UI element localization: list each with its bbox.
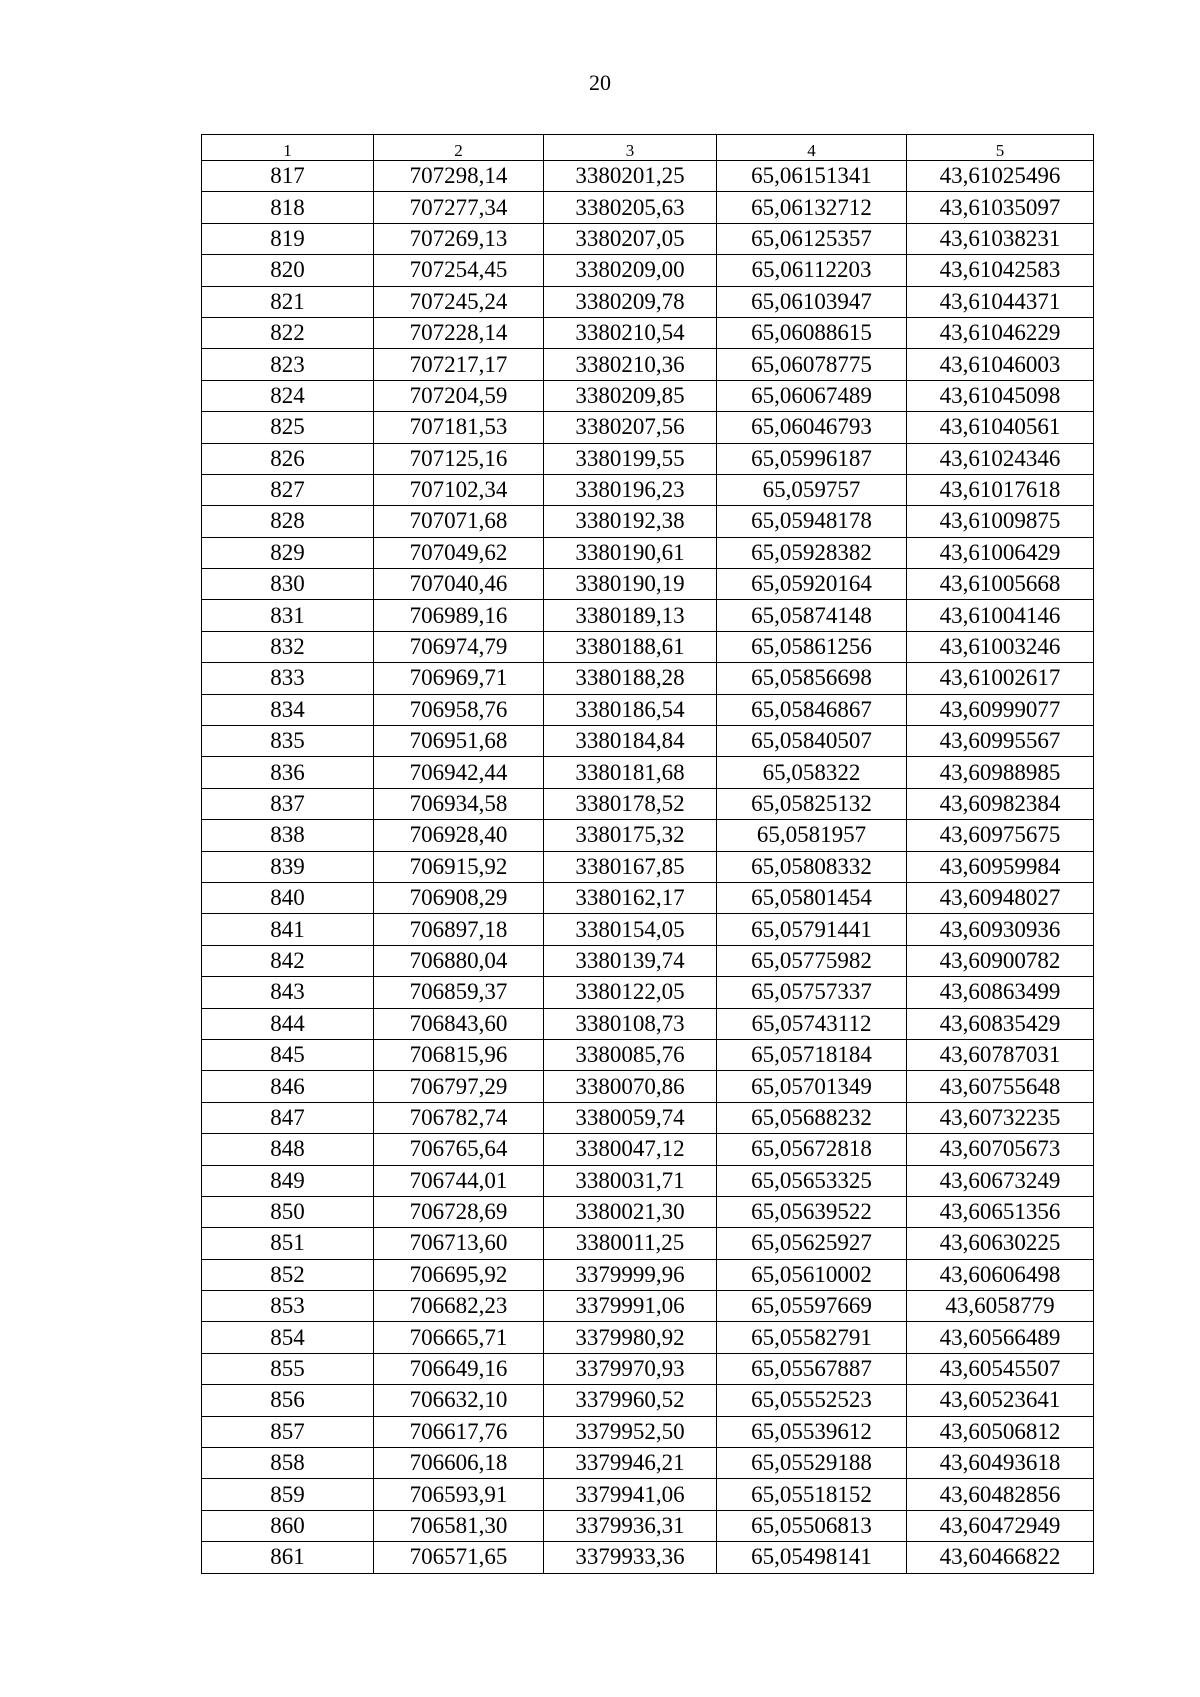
latitude-cell: 65,05639522 <box>717 1196 907 1227</box>
table-row <box>202 443 1094 474</box>
point-number-cell: 851 <box>202 1228 374 1259</box>
longitude-cell: 43,61040561 <box>907 412 1094 443</box>
table-row <box>202 977 1094 1008</box>
x-coordinate-cell: 706617,76 <box>374 1416 544 1447</box>
latitude-cell: 65,05840507 <box>717 726 907 757</box>
x-coordinate-cell: 707228,14 <box>374 317 544 348</box>
longitude-cell: 43,61035097 <box>907 192 1094 223</box>
latitude-cell: 65,05506813 <box>717 1510 907 1541</box>
point-number-cell: 856 <box>202 1385 374 1416</box>
longitude-cell: 43,60787031 <box>907 1039 1094 1070</box>
point-number-cell: 860 <box>202 1510 374 1541</box>
longitude-cell: 43,60900782 <box>907 945 1094 976</box>
x-coordinate-cell: 707254,45 <box>374 255 544 286</box>
y-coordinate-cell: 3379941,06 <box>544 1479 717 1510</box>
latitude-cell: 65,06067489 <box>717 380 907 411</box>
y-coordinate-cell: 3380175,32 <box>544 820 717 851</box>
longitude-cell: 43,60606498 <box>907 1259 1094 1290</box>
y-coordinate-cell: 3380189,13 <box>544 600 717 631</box>
y-coordinate-cell: 3379999,96 <box>544 1259 717 1290</box>
latitude-cell: 65,05582791 <box>717 1322 907 1353</box>
table-row <box>202 788 1094 819</box>
table-row <box>202 1322 1094 1353</box>
point-number-cell: 840 <box>202 882 374 913</box>
x-coordinate-cell: 707049,62 <box>374 537 544 568</box>
point-number-cell: 824 <box>202 380 374 411</box>
latitude-cell: 65,05625927 <box>717 1228 907 1259</box>
point-number-cell: 845 <box>202 1039 374 1070</box>
point-number-cell: 838 <box>202 820 374 851</box>
longitude-cell: 43,60472949 <box>907 1510 1094 1541</box>
longitude-cell: 43,61045098 <box>907 380 1094 411</box>
point-number-cell: 819 <box>202 223 374 254</box>
y-coordinate-cell: 3380196,23 <box>544 474 717 505</box>
y-coordinate-cell: 3380207,05 <box>544 223 717 254</box>
latitude-cell: 65,05743112 <box>717 1008 907 1039</box>
x-coordinate-cell: 706606,18 <box>374 1448 544 1479</box>
latitude-cell: 65,05856698 <box>717 663 907 694</box>
point-number-cell: 857 <box>202 1416 374 1447</box>
y-coordinate-cell: 3379952,50 <box>544 1416 717 1447</box>
table-row <box>202 412 1094 443</box>
latitude-cell: 65,05688232 <box>717 1102 907 1133</box>
y-coordinate-cell: 3380178,52 <box>544 788 717 819</box>
y-coordinate-cell: 3380122,05 <box>544 977 717 1008</box>
longitude-cell: 43,61038231 <box>907 223 1094 254</box>
x-coordinate-cell: 706969,71 <box>374 663 544 694</box>
x-coordinate-cell: 707102,34 <box>374 474 544 505</box>
page-number: 20 <box>589 70 611 95</box>
y-coordinate-cell: 3380209,78 <box>544 286 717 317</box>
longitude-cell: 43,60930936 <box>907 914 1094 945</box>
point-number-cell: 839 <box>202 851 374 882</box>
x-coordinate-cell: 706951,68 <box>374 726 544 757</box>
x-coordinate-cell: 706974,79 <box>374 631 544 662</box>
table-row <box>202 537 1094 568</box>
table-row <box>202 506 1094 537</box>
latitude-cell: 65,06112203 <box>717 255 907 286</box>
y-coordinate-cell: 3379970,93 <box>544 1353 717 1384</box>
latitude-cell: 65,05718184 <box>717 1039 907 1070</box>
point-number-cell: 828 <box>202 506 374 537</box>
table-row <box>202 631 1094 662</box>
x-coordinate-cell: 707040,46 <box>374 569 544 600</box>
latitude-cell: 65,05672818 <box>717 1134 907 1165</box>
table-row <box>202 1008 1094 1039</box>
longitude-cell: 43,60835429 <box>907 1008 1094 1039</box>
table-row <box>202 851 1094 882</box>
y-coordinate-cell: 3380201,25 <box>544 161 717 192</box>
y-coordinate-cell: 3380209,85 <box>544 380 717 411</box>
point-number-cell: 841 <box>202 914 374 945</box>
longitude-cell: 43,60630225 <box>907 1228 1094 1259</box>
point-number-cell: 842 <box>202 945 374 976</box>
latitude-cell: 65,06088615 <box>717 317 907 348</box>
longitude-cell: 43,60948027 <box>907 882 1094 913</box>
longitude-cell: 43,60651356 <box>907 1196 1094 1227</box>
x-coordinate-cell: 706934,58 <box>374 788 544 819</box>
longitude-cell: 43,6058779 <box>907 1291 1094 1322</box>
y-coordinate-cell: 3380059,74 <box>544 1102 717 1133</box>
longitude-cell: 43,61002617 <box>907 663 1094 694</box>
longitude-cell: 43,60999077 <box>907 694 1094 725</box>
x-coordinate-cell: 707245,24 <box>374 286 544 317</box>
point-number-cell: 834 <box>202 694 374 725</box>
table-row <box>202 1259 1094 1290</box>
x-coordinate-cell: 706695,92 <box>374 1259 544 1290</box>
point-number-cell: 832 <box>202 631 374 662</box>
latitude-cell: 65,05498141 <box>717 1542 907 1573</box>
x-coordinate-cell: 706682,23 <box>374 1291 544 1322</box>
point-number-cell: 836 <box>202 757 374 788</box>
longitude-cell: 43,61024346 <box>907 443 1094 474</box>
latitude-cell: 65,05825132 <box>717 788 907 819</box>
x-coordinate-cell: 706765,64 <box>374 1134 544 1165</box>
longitude-cell: 43,60863499 <box>907 977 1094 1008</box>
x-coordinate-cell: 706989,16 <box>374 600 544 631</box>
y-coordinate-cell: 3380205,63 <box>544 192 717 223</box>
y-coordinate-cell: 3380184,84 <box>544 726 717 757</box>
table-row <box>202 1071 1094 1102</box>
table-row <box>202 192 1094 223</box>
y-coordinate-cell: 3380108,73 <box>544 1008 717 1039</box>
latitude-cell: 65,05791441 <box>717 914 907 945</box>
longitude-cell: 43,60995567 <box>907 726 1094 757</box>
point-number-cell: 847 <box>202 1102 374 1133</box>
longitude-cell: 43,61046003 <box>907 349 1094 380</box>
x-coordinate-cell: 706593,91 <box>374 1479 544 1510</box>
point-number-cell: 859 <box>202 1479 374 1510</box>
table-row <box>202 569 1094 600</box>
point-number-cell: 858 <box>202 1448 374 1479</box>
latitude-cell: 65,05529188 <box>717 1448 907 1479</box>
x-coordinate-cell: 706728,69 <box>374 1196 544 1227</box>
x-coordinate-cell: 706571,65 <box>374 1542 544 1573</box>
point-number-cell: 849 <box>202 1165 374 1196</box>
longitude-cell: 43,61044371 <box>907 286 1094 317</box>
point-number-cell: 852 <box>202 1259 374 1290</box>
point-number-cell: 853 <box>202 1291 374 1322</box>
y-coordinate-cell: 3380031,71 <box>544 1165 717 1196</box>
longitude-cell: 43,61006429 <box>907 537 1094 568</box>
column-header-5: 5 <box>907 135 1094 161</box>
x-coordinate-cell: 706815,96 <box>374 1039 544 1070</box>
latitude-cell: 65,05610002 <box>717 1259 907 1290</box>
longitude-cell: 43,61009875 <box>907 506 1094 537</box>
table-row <box>202 1228 1094 1259</box>
table-row <box>202 474 1094 505</box>
table-row <box>202 945 1094 976</box>
x-coordinate-cell: 706744,01 <box>374 1165 544 1196</box>
table-row <box>202 349 1094 380</box>
latitude-cell: 65,0581957 <box>717 820 907 851</box>
table-row <box>202 1510 1094 1541</box>
latitude-cell: 65,06151341 <box>717 161 907 192</box>
y-coordinate-cell: 3380186,54 <box>544 694 717 725</box>
point-number-cell: 820 <box>202 255 374 286</box>
latitude-cell: 65,05757337 <box>717 977 907 1008</box>
latitude-cell: 65,05775982 <box>717 945 907 976</box>
point-number-cell: 830 <box>202 569 374 600</box>
y-coordinate-cell: 3379991,06 <box>544 1291 717 1322</box>
table-row <box>202 223 1094 254</box>
longitude-cell: 43,60975675 <box>907 820 1094 851</box>
latitude-cell: 65,05808332 <box>717 851 907 882</box>
y-coordinate-cell: 3379980,92 <box>544 1322 717 1353</box>
longitude-cell: 43,61042583 <box>907 255 1094 286</box>
x-coordinate-cell: 707217,17 <box>374 349 544 380</box>
latitude-cell: 65,06078775 <box>717 349 907 380</box>
y-coordinate-cell: 3379960,52 <box>544 1385 717 1416</box>
latitude-cell: 65,06046793 <box>717 412 907 443</box>
latitude-cell: 65,059757 <box>717 474 907 505</box>
longitude-cell: 43,60506812 <box>907 1416 1094 1447</box>
x-coordinate-cell: 706958,76 <box>374 694 544 725</box>
longitude-cell: 43,61025496 <box>907 161 1094 192</box>
header-row <box>202 135 1094 161</box>
latitude-cell: 65,058322 <box>717 757 907 788</box>
y-coordinate-cell: 3380047,12 <box>544 1134 717 1165</box>
y-coordinate-cell: 3380188,28 <box>544 663 717 694</box>
y-coordinate-cell: 3380188,61 <box>544 631 717 662</box>
x-coordinate-cell: 706713,60 <box>374 1228 544 1259</box>
point-number-cell: 835 <box>202 726 374 757</box>
table-row <box>202 1165 1094 1196</box>
y-coordinate-cell: 3379946,21 <box>544 1448 717 1479</box>
column-header-3: 3 <box>544 135 717 161</box>
point-number-cell: 843 <box>202 977 374 1008</box>
latitude-cell: 65,05996187 <box>717 443 907 474</box>
latitude-cell: 65,05874148 <box>717 600 907 631</box>
point-number-cell: 821 <box>202 286 374 317</box>
latitude-cell: 65,05928382 <box>717 537 907 568</box>
y-coordinate-cell: 3380190,61 <box>544 537 717 568</box>
table-row <box>202 1134 1094 1165</box>
latitude-cell: 65,06103947 <box>717 286 907 317</box>
y-coordinate-cell: 3380199,55 <box>544 443 717 474</box>
point-number-cell: 827 <box>202 474 374 505</box>
table-row <box>202 726 1094 757</box>
table-row <box>202 1479 1094 1510</box>
point-number-cell: 825 <box>202 412 374 443</box>
table-row <box>202 1542 1094 1573</box>
point-number-cell: 861 <box>202 1542 374 1573</box>
table-row <box>202 914 1094 945</box>
y-coordinate-cell: 3380154,05 <box>544 914 717 945</box>
longitude-cell: 43,60493618 <box>907 1448 1094 1479</box>
longitude-cell: 43,60705673 <box>907 1134 1094 1165</box>
latitude-cell: 65,05801454 <box>717 882 907 913</box>
table-row <box>202 663 1094 694</box>
column-header-2: 2 <box>374 135 544 161</box>
latitude-cell: 65,05539612 <box>717 1416 907 1447</box>
y-coordinate-cell: 3380011,25 <box>544 1228 717 1259</box>
y-coordinate-cell: 3380085,76 <box>544 1039 717 1070</box>
y-coordinate-cell: 3380070,86 <box>544 1071 717 1102</box>
x-coordinate-cell: 706897,18 <box>374 914 544 945</box>
table-body <box>202 161 1094 1574</box>
y-coordinate-cell: 3380207,56 <box>544 412 717 443</box>
point-number-cell: 831 <box>202 600 374 631</box>
latitude-cell: 65,05861256 <box>717 631 907 662</box>
column-header-1: 1 <box>202 135 374 161</box>
table-row <box>202 1196 1094 1227</box>
x-coordinate-cell: 707181,53 <box>374 412 544 443</box>
table-header <box>202 135 1094 161</box>
point-number-cell: 822 <box>202 317 374 348</box>
latitude-cell: 65,06132712 <box>717 192 907 223</box>
y-coordinate-cell: 3379933,36 <box>544 1542 717 1573</box>
x-coordinate-cell: 706581,30 <box>374 1510 544 1541</box>
table-row <box>202 1385 1094 1416</box>
table-row <box>202 255 1094 286</box>
y-coordinate-cell: 3380162,17 <box>544 882 717 913</box>
table-row <box>202 694 1094 725</box>
y-coordinate-cell: 3380167,85 <box>544 851 717 882</box>
longitude-cell: 43,60545507 <box>907 1353 1094 1384</box>
longitude-cell: 43,61017618 <box>907 474 1094 505</box>
point-number-cell: 829 <box>202 537 374 568</box>
x-coordinate-cell: 706843,60 <box>374 1008 544 1039</box>
x-coordinate-cell: 707269,13 <box>374 223 544 254</box>
x-coordinate-cell: 707277,34 <box>374 192 544 223</box>
y-coordinate-cell: 3380210,54 <box>544 317 717 348</box>
coordinates-table <box>201 134 1094 1574</box>
longitude-cell: 43,60523641 <box>907 1385 1094 1416</box>
point-number-cell: 817 <box>202 161 374 192</box>
y-coordinate-cell: 3380139,74 <box>544 945 717 976</box>
point-number-cell: 854 <box>202 1322 374 1353</box>
point-number-cell: 850 <box>202 1196 374 1227</box>
longitude-cell: 43,61046229 <box>907 317 1094 348</box>
x-coordinate-cell: 706649,16 <box>374 1353 544 1384</box>
table-row <box>202 1448 1094 1479</box>
table-row <box>202 1102 1094 1133</box>
latitude-cell: 65,05920164 <box>717 569 907 600</box>
latitude-cell: 65,05567887 <box>717 1353 907 1384</box>
latitude-cell: 65,05597669 <box>717 1291 907 1322</box>
point-number-cell: 846 <box>202 1071 374 1102</box>
latitude-cell: 65,06125357 <box>717 223 907 254</box>
longitude-cell: 43,61003246 <box>907 631 1094 662</box>
point-number-cell: 855 <box>202 1353 374 1384</box>
table-row <box>202 1353 1094 1384</box>
x-coordinate-cell: 706797,29 <box>374 1071 544 1102</box>
longitude-cell: 43,60755648 <box>907 1071 1094 1102</box>
latitude-cell: 65,05653325 <box>717 1165 907 1196</box>
x-coordinate-cell: 706928,40 <box>374 820 544 851</box>
latitude-cell: 65,05948178 <box>717 506 907 537</box>
table-row <box>202 161 1094 192</box>
y-coordinate-cell: 3380210,36 <box>544 349 717 380</box>
y-coordinate-cell: 3380209,00 <box>544 255 717 286</box>
point-number-cell: 818 <box>202 192 374 223</box>
column-header-4: 4 <box>717 135 907 161</box>
y-coordinate-cell: 3380021,30 <box>544 1196 717 1227</box>
table-row <box>202 882 1094 913</box>
y-coordinate-cell: 3380192,38 <box>544 506 717 537</box>
table-row <box>202 380 1094 411</box>
x-coordinate-cell: 706880,04 <box>374 945 544 976</box>
x-coordinate-cell: 707125,16 <box>374 443 544 474</box>
longitude-cell: 43,60732235 <box>907 1102 1094 1133</box>
longitude-cell: 43,60988985 <box>907 757 1094 788</box>
table-row <box>202 317 1094 348</box>
longitude-cell: 43,61005668 <box>907 569 1094 600</box>
longitude-cell: 43,60466822 <box>907 1542 1094 1573</box>
point-number-cell: 826 <box>202 443 374 474</box>
x-coordinate-cell: 706915,92 <box>374 851 544 882</box>
table-row <box>202 1416 1094 1447</box>
point-number-cell: 823 <box>202 349 374 380</box>
x-coordinate-cell: 707204,59 <box>374 380 544 411</box>
x-coordinate-cell: 706632,10 <box>374 1385 544 1416</box>
longitude-cell: 43,60959984 <box>907 851 1094 882</box>
table-row <box>202 600 1094 631</box>
y-coordinate-cell: 3380181,68 <box>544 757 717 788</box>
longitude-cell: 43,60982384 <box>907 788 1094 819</box>
table-row <box>202 286 1094 317</box>
x-coordinate-cell: 706665,71 <box>374 1322 544 1353</box>
longitude-cell: 43,61004146 <box>907 600 1094 631</box>
x-coordinate-cell: 706942,44 <box>374 757 544 788</box>
x-coordinate-cell: 707298,14 <box>374 161 544 192</box>
y-coordinate-cell: 3380190,19 <box>544 569 717 600</box>
latitude-cell: 65,05552523 <box>717 1385 907 1416</box>
table-row <box>202 1291 1094 1322</box>
x-coordinate-cell: 706782,74 <box>374 1102 544 1133</box>
table-row <box>202 820 1094 851</box>
y-coordinate-cell: 3379936,31 <box>544 1510 717 1541</box>
latitude-cell: 65,05701349 <box>717 1071 907 1102</box>
x-coordinate-cell: 706908,29 <box>374 882 544 913</box>
longitude-cell: 43,60482856 <box>907 1479 1094 1510</box>
latitude-cell: 65,05846867 <box>717 694 907 725</box>
longitude-cell: 43,60566489 <box>907 1322 1094 1353</box>
point-number-cell: 837 <box>202 788 374 819</box>
point-number-cell: 844 <box>202 1008 374 1039</box>
x-coordinate-cell: 706859,37 <box>374 977 544 1008</box>
x-coordinate-cell: 707071,68 <box>374 506 544 537</box>
latitude-cell: 65,05518152 <box>717 1479 907 1510</box>
table-row <box>202 1039 1094 1070</box>
point-number-cell: 833 <box>202 663 374 694</box>
point-number-cell: 848 <box>202 1134 374 1165</box>
longitude-cell: 43,60673249 <box>907 1165 1094 1196</box>
table-row <box>202 757 1094 788</box>
